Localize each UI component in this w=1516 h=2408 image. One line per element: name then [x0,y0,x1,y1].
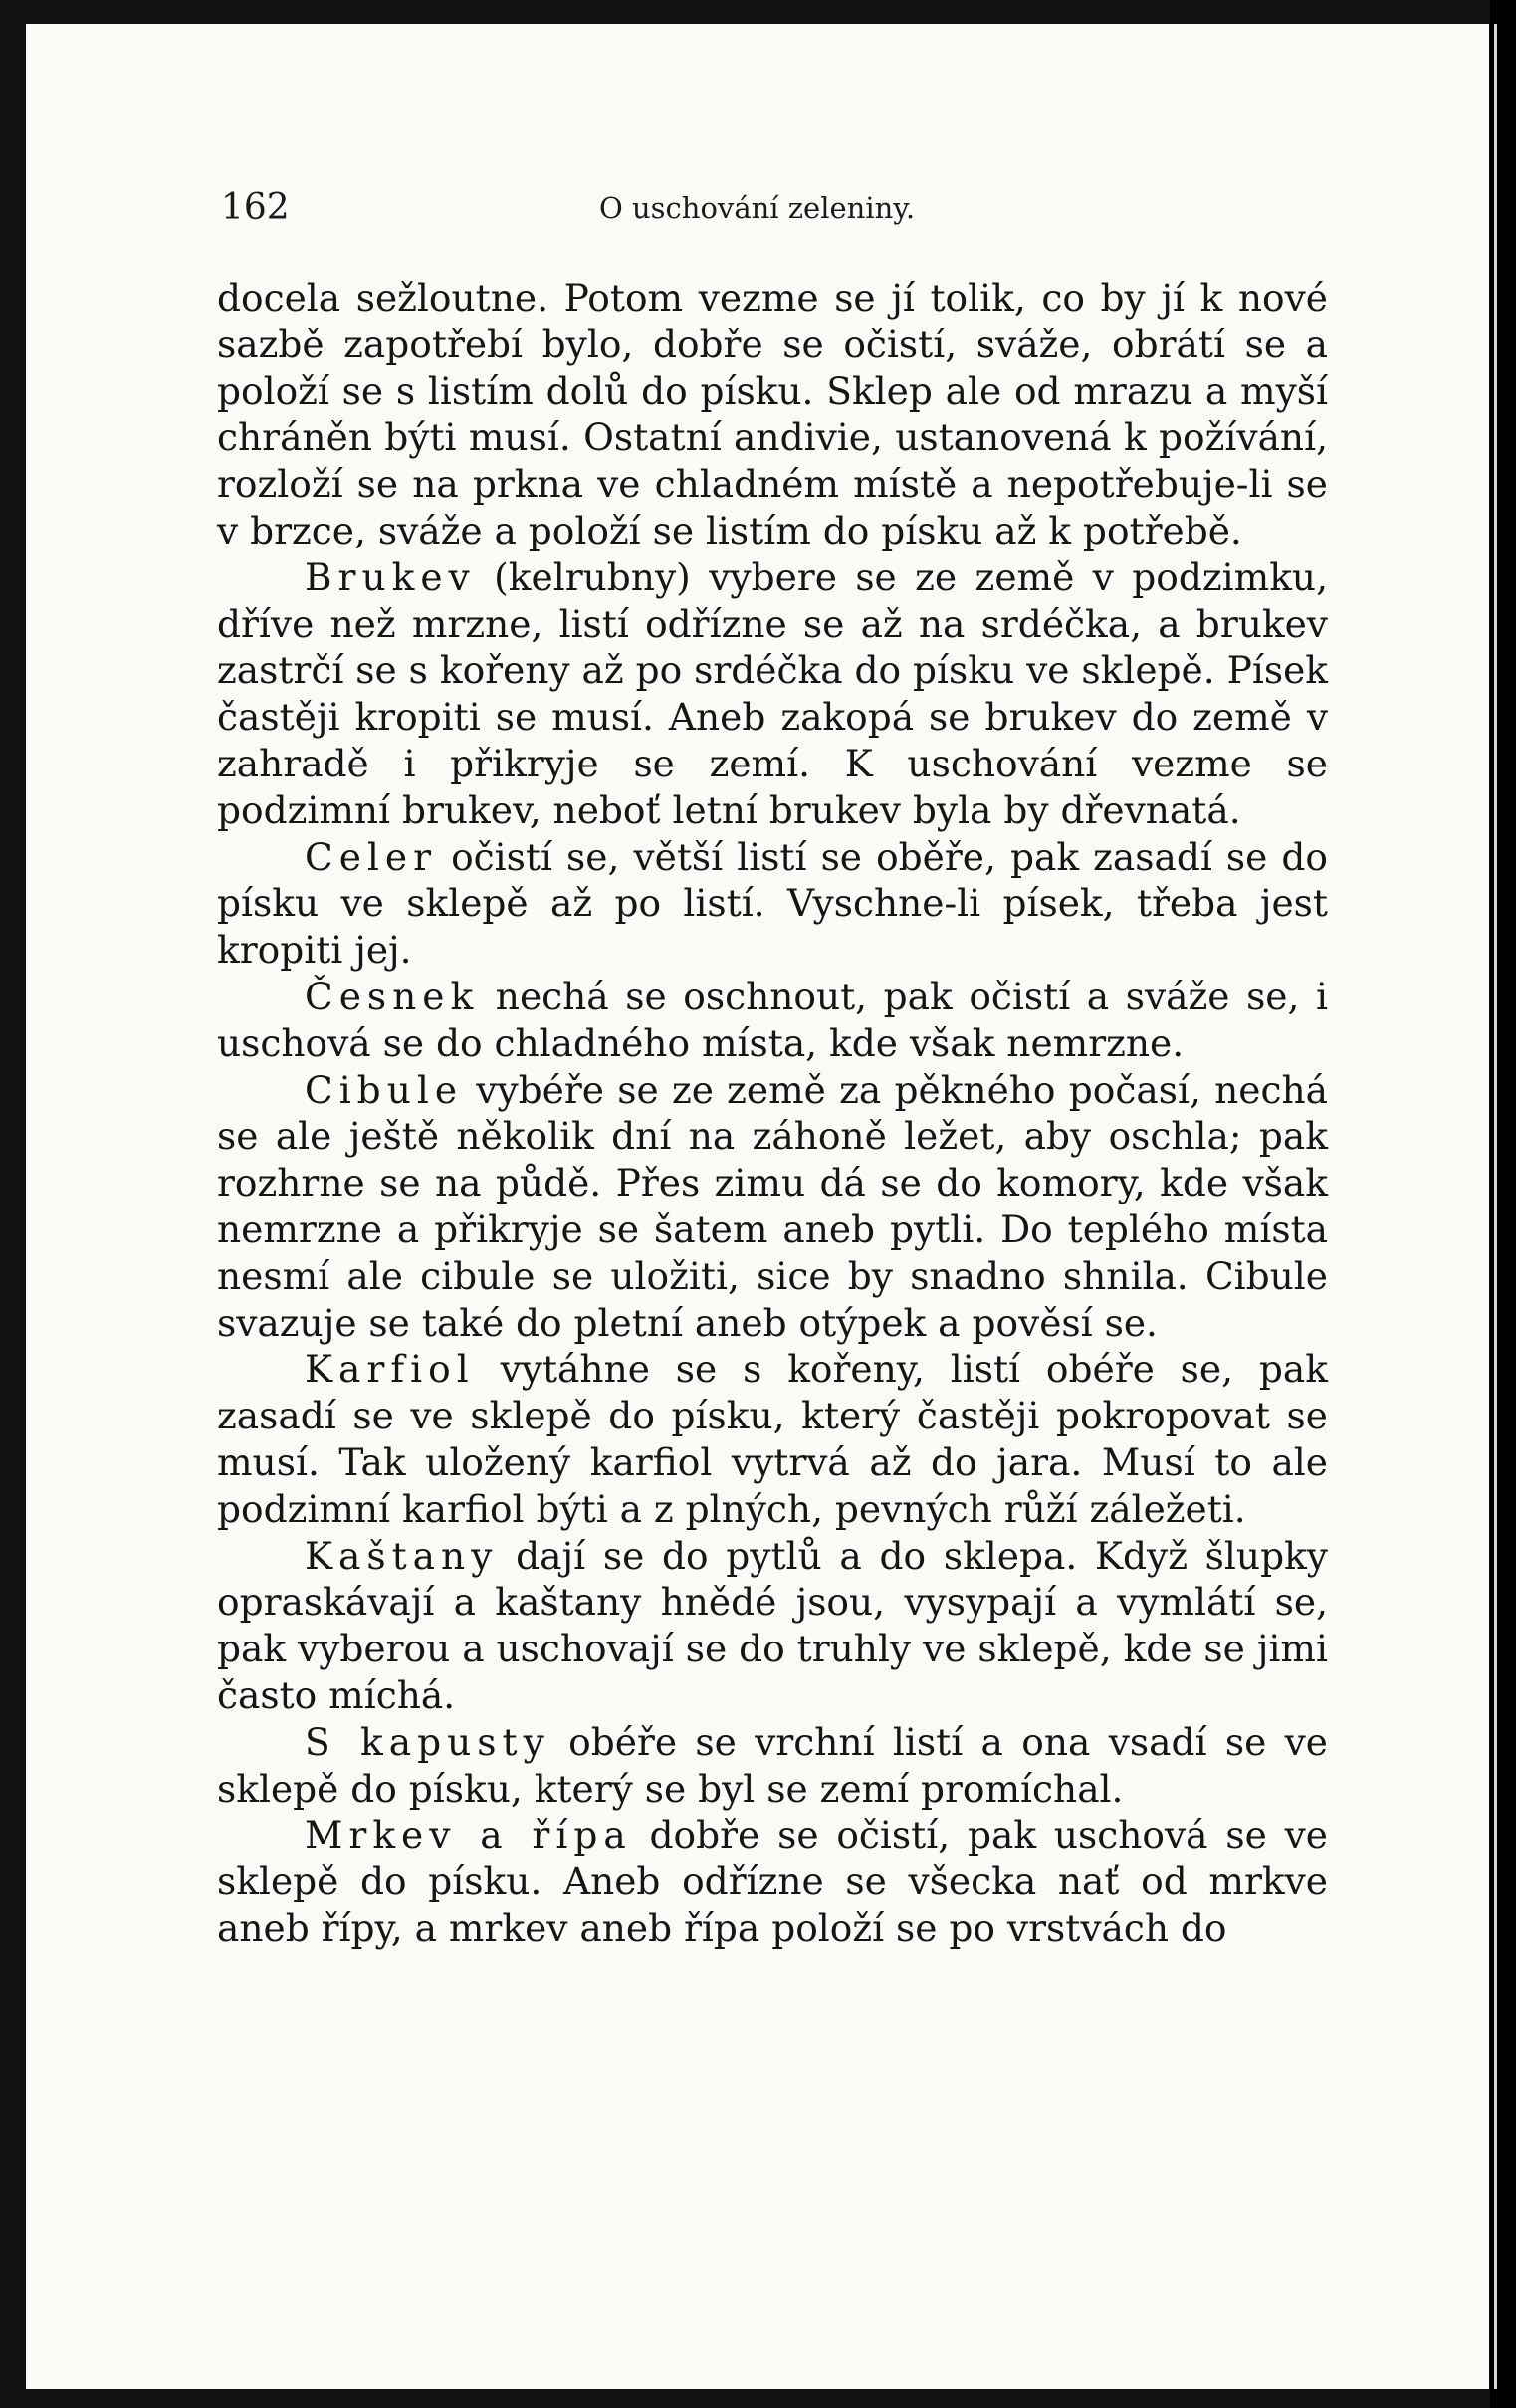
paragraph-lead: Celer [305,834,437,879]
paragraph-text: očistí se, větší listí se oběře, pak zasadí se do písku ve sklepě až po listí. Vyschne-li písek, třeba jest kropiti jej. [217,834,1328,973]
paragraph-lead: Cibule [305,1067,464,1112]
paragraph-text: vytáhne se s kořeny, listí obéře se, pak zasadí se ve sklepě do písku, který častěji pokropovat se musí. Tak uložený karfiol vytrvá až do jara. Musí to ale podzimní karfiol býti a z plných, pevných růží záležeti. [217,1347,1328,1531]
paragraph-kastany [217,1533,1328,1719]
paragraph-brukev [217,554,1328,834]
paragraph-lead: Mrkev a řípa [305,1813,632,1858]
paragraph-lead: Karfiol [305,1347,475,1392]
page-number: 162 [221,187,290,228]
page-header [221,187,1326,227]
paragraph-andivie-continued [217,275,1328,554]
paragraph-text: (kelrubny) vybere se ze země v podzimku, dříve než mrzne, listí odřízne se až na srdéčka, a brukev zastrčí se s kořeny až po srdéčka do písku ve sklepě. Písek častěji kropiti se musí. Aneb zakopá se brukev do země v zahradě i přikryje se zemí. K uschování vezme se podzimní brukev, neboť letní brukev byla by dřevnatá. [217,554,1328,832]
paragraph-mrkev-ripa [217,1812,1328,1951]
paragraph-kapusta [217,1719,1328,1813]
page-edge [1490,0,1516,2408]
running-title: O uschování zeleniny. [599,191,916,225]
paragraph-text: vybéře se ze země za pěkného počasí, nechá se ale ještě několik dní na záhoně ležet, aby oschla; pak rozhrne se na půdě. Přes zimu dá se do komory, kde však nemrzne a přikryje se šatem aneb pytli. Do teplého místa nesmí ale cibule se uložiti, sice by snadno shnila. Cibule svazuje se také do pletní aneb otýpek a pověsí se. [217,1067,1328,1345]
paragraph-lead: Česnek [305,974,480,1018]
paragraph-cesnek [217,974,1328,1067]
paragraph-text: docela sežloutne. Potom vezme se jí tolik, co by jí k nové sazbě zapotřebí bylo, dobře se očistí, sváže, obrátí se a položí se s listím dolů do písku. Sklep ale od mrazu a myší chráněn býti musí. Ostatní andivie, ustanovená k požívání, rozloží se na prkna ve chladném místě a nepotřebuje-li se v brzce, sváže a položí se listím do písku až k potřebě. [217,276,1328,552]
paragraph-lead: Brukev [305,554,476,599]
paragraph-lead: Kaštany [305,1533,499,1578]
paragraph-lead: S kapusty [305,1719,550,1764]
paragraph-text: dají se do pytlů a do sklepa. Když šlupky opraskávají a kaštany hnědé jsou, vysypají a vymlátí se, pak vyberou a uschovají se do truhly ve sklepě, kde se jimi často míchá. [217,1533,1328,1717]
body-text [217,275,1328,1952]
paragraph-text: obéře se vrchní listí a ona vsadí se ve sklepě do písku, který se byl se zemí promíchal. [217,1719,1328,1811]
paragraph-text: dobře se očistí, pak uschová se ve sklepě do písku. Aneb odřízne se všecka nať od mrkve aneb řípy, a mrkev aneb řípa položí se po vrstvách do [217,1813,1329,1950]
paragraph-text: nechá se oschnout, pak očistí a sváže se, i uschová se do chladného místa, kde však nemrzne. [217,974,1328,1065]
paragraph-cibule [217,1067,1328,1347]
paragraph-celer [217,834,1328,974]
paragraph-karfiol [217,1346,1328,1532]
